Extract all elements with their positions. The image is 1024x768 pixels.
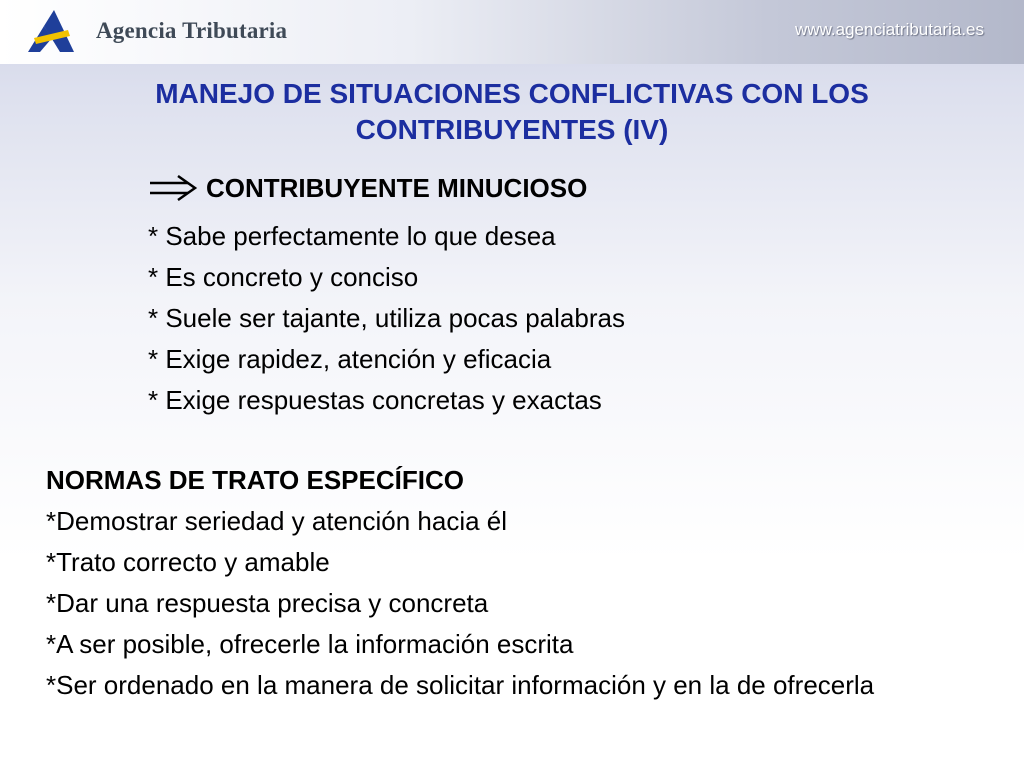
slide-title: MANEJO DE SITUACIONES CONFLICTIVAS CON LOS CONTRIBUYENTES (IV) — [155, 78, 869, 145]
list-item: * Exige respuestas concretas y exactas — [148, 385, 602, 415]
section-heading-label: CONTRIBUYENTE MINUCIOSO — [206, 173, 588, 203]
double-arrow-right-icon — [148, 175, 198, 201]
list-item: *Ser ordenado en la manera de solicitar información y en la de ofrecerla — [46, 670, 875, 700]
list-item: * Exige rapidez, atención y eficacia — [148, 344, 552, 374]
brand-name: Agencia Tributaria — [96, 18, 288, 43]
traits-list — [148, 216, 625, 421]
norms-heading: NORMAS DE TRATO ESPECÍFICO — [46, 465, 464, 495]
norms-list — [46, 501, 996, 706]
section-heading — [148, 170, 587, 206]
header-bar — [0, 0, 1024, 64]
website-url[interactable]: www.agenciatributaria.es — [795, 20, 984, 39]
list-item: * Es concreto y conciso — [148, 262, 419, 292]
list-item: *Dar una respuesta precisa y concreta — [46, 588, 489, 618]
list-item: *Trato correcto y amable — [46, 547, 330, 577]
list-item: *A ser posible, ofrecerle la información escrita — [46, 629, 574, 659]
list-item: * Suele ser tajante, utiliza pocas palabras — [148, 303, 625, 333]
list-item: *Demostrar seriedad y atención hacia él — [46, 506, 508, 536]
list-item: * Sabe perfectamente lo que desea — [148, 221, 556, 251]
agencia-tributaria-logo-icon — [24, 8, 78, 56]
